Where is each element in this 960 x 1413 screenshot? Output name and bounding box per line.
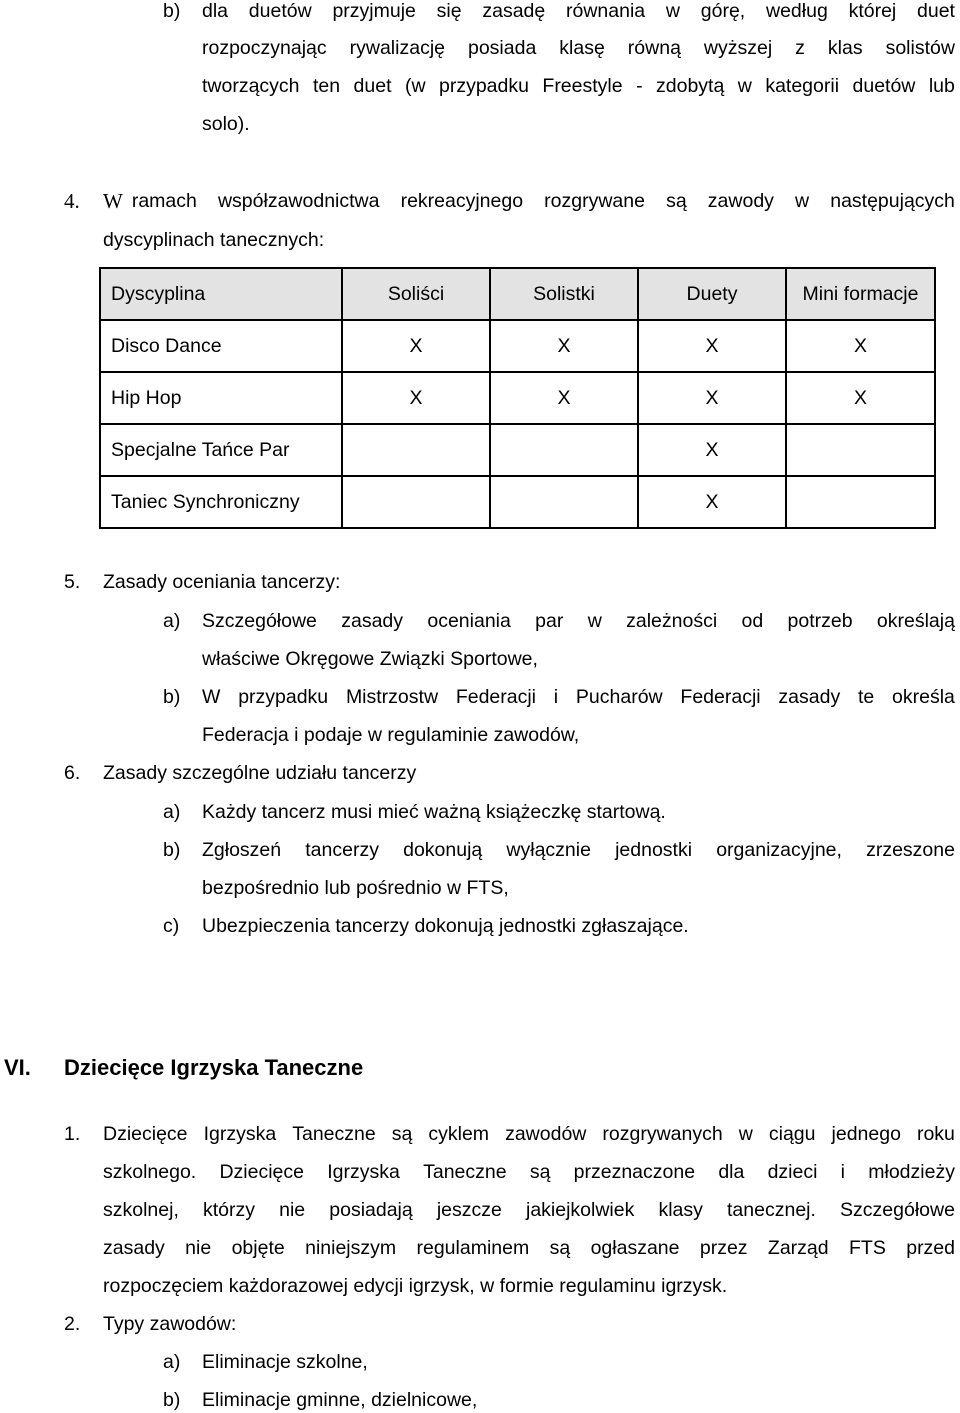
word: i: [840, 1161, 846, 1183]
word: od: [741, 610, 764, 632]
table-cell: [342, 424, 490, 476]
paragraph-line: solo).: [202, 113, 250, 135]
word: oceniania: [427, 610, 511, 632]
paragraph-line: [103, 1122, 955, 1146]
list-marker: a): [163, 1351, 181, 1373]
paragraph-line: [202, 74, 955, 98]
table-cell: [786, 476, 935, 528]
word: te: [857, 686, 875, 708]
table-cell: [490, 476, 638, 528]
word: Taneczne: [292, 1123, 376, 1145]
word: nie: [279, 1199, 306, 1221]
word: przypadku: [438, 75, 529, 97]
word: dla: [202, 0, 229, 22]
list-marker: b): [163, 0, 181, 22]
item-title: Zasady oceniania tancerzy:: [103, 571, 341, 593]
word: są: [666, 190, 687, 212]
word: objęte: [231, 1237, 285, 1259]
word: w: [737, 75, 752, 97]
table-cell: Hip Hop: [100, 372, 342, 424]
word: zasady: [341, 610, 404, 632]
word: zasady: [103, 1237, 165, 1259]
word: równą: [627, 37, 681, 59]
word: Szczegółowe: [840, 1199, 955, 1221]
table-cell: Specjalne Tańce Par: [100, 424, 342, 476]
word: tanecznej.: [727, 1199, 816, 1221]
table-cell: [490, 424, 638, 476]
word: jednostki: [615, 839, 693, 861]
word: posiadają: [329, 1199, 413, 1221]
word: Taneczne: [423, 1161, 507, 1183]
item-title: Zasady szczególne udziału tancerzy: [103, 762, 417, 784]
table-cell: X: [490, 320, 638, 372]
table-cell: X: [638, 424, 786, 476]
item-number: 6.: [64, 762, 81, 784]
word: duet: [353, 75, 392, 97]
word: określa: [892, 686, 955, 708]
paragraph-line: [202, 685, 955, 709]
word: Dziecięce: [219, 1161, 305, 1183]
table-cell: [342, 476, 490, 528]
paragraph-line: [202, 838, 955, 862]
word: tworzących: [202, 75, 300, 97]
word: określają: [876, 610, 955, 632]
word: w: [795, 190, 810, 212]
paragraph-line: [202, 36, 955, 60]
word: w: [665, 0, 681, 22]
word: Dziecięce: [103, 1123, 188, 1145]
word: współzawodnictwa: [217, 190, 380, 212]
word: szkolnej,: [103, 1199, 179, 1221]
word: niniejszym: [305, 1237, 397, 1259]
word: zdobytą: [656, 75, 725, 97]
paragraph-line: dyscyplinach tanecznych:: [103, 229, 325, 251]
word: szkolnego.: [103, 1161, 197, 1183]
table-cell: X: [786, 320, 935, 372]
word: dzieci: [767, 1161, 818, 1183]
word: Pucharów: [575, 686, 663, 708]
word: Federacji: [680, 686, 761, 708]
word: roku: [916, 1123, 955, 1145]
word: są: [391, 1123, 413, 1145]
paragraph-line: [103, 1198, 955, 1222]
word: rekreacyjnego: [400, 190, 524, 212]
table-header-cell: Solistki: [490, 268, 638, 320]
word: Szczegółowe: [202, 610, 317, 632]
word: Igrzyska: [327, 1161, 400, 1183]
word: Mistrzostw: [345, 686, 439, 708]
word: jednego: [831, 1123, 901, 1145]
word: się: [436, 0, 462, 22]
word: są: [529, 1161, 551, 1183]
word: przeznaczone: [573, 1161, 696, 1183]
disciplines-table: [99, 267, 936, 529]
paragraph-line: Każdy tancerz musi mieć ważną książeczkę startową.: [202, 801, 666, 823]
paragraph-line: [202, 0, 955, 23]
word: lub: [928, 75, 955, 97]
word: zawody: [707, 190, 774, 212]
table-row: [100, 372, 935, 424]
list-marker: a): [163, 610, 181, 632]
paragraph-line: [202, 609, 955, 633]
table-cell: X: [638, 476, 786, 528]
item-title: Typy zawodów:: [103, 1313, 237, 1335]
word: -: [636, 75, 643, 97]
word: ramach: [131, 190, 197, 212]
item-number: 5.: [64, 571, 81, 593]
word: duetów: [852, 75, 916, 97]
table-header-cell: Duety: [638, 268, 786, 320]
word: potrzeb: [787, 610, 853, 632]
word: cyklem: [428, 1123, 490, 1145]
word: klas: [827, 37, 863, 59]
table-cell: Taniec Synchroniczny: [100, 476, 342, 528]
table-header-cell: Soliści: [342, 268, 490, 320]
word: według: [766, 0, 828, 22]
word: zasady: [778, 686, 841, 708]
word: którzy: [202, 1199, 255, 1221]
table-row: [100, 320, 935, 372]
word: następujących: [830, 190, 955, 212]
table-cell: X: [638, 320, 786, 372]
paragraph-line: [103, 189, 955, 213]
paragraph-line: Eliminacje gminne, dzielnicowe,: [202, 1389, 478, 1411]
word: solistów: [885, 37, 955, 59]
word: duet: [917, 0, 955, 22]
word: par: [535, 610, 564, 632]
table-cell: [786, 424, 935, 476]
word: posiada: [467, 37, 537, 59]
word: kategorii: [765, 75, 840, 97]
word: regulaminem: [416, 1237, 530, 1259]
word: dla: [718, 1161, 745, 1183]
table-cell: X: [638, 372, 786, 424]
item-number: 4.: [64, 189, 80, 213]
word: przypadku: [238, 686, 329, 708]
word: wyższej: [703, 37, 773, 59]
word: jeszcze: [436, 1199, 502, 1221]
section-numeral: VI.: [4, 1055, 31, 1080]
word: W: [202, 686, 221, 708]
section-title: Dziecięce Igrzyska Taneczne: [64, 1055, 364, 1080]
paragraph-line: Ubezpieczenia tancerzy dokonują jednostki zgłaszające.: [202, 915, 689, 937]
list-marker: b): [163, 839, 181, 861]
word: są: [549, 1237, 571, 1259]
list-marker: c): [163, 915, 180, 937]
paragraph-line: Federacja i podaje w regulaminie zawodów,: [202, 724, 580, 746]
word: górę,: [700, 0, 746, 22]
word: w: [738, 1123, 753, 1145]
word: klasę: [559, 37, 605, 59]
word: Zarząd: [767, 1237, 829, 1259]
table-cell: X: [786, 372, 935, 424]
word: ogłaszane: [590, 1237, 680, 1259]
word: tancerzy: [305, 839, 379, 861]
table-cell: Disco Dance: [100, 320, 342, 372]
word: FTS: [849, 1237, 886, 1259]
table-header-cell: Dyscyplina: [100, 268, 342, 320]
paragraph-line: rozpoczęciem każdorazowej edycji igrzysk, w formie regulaminu igrzysk.: [103, 1275, 728, 1297]
word: ciągu: [768, 1123, 816, 1145]
table-header-row: [100, 268, 935, 320]
list-marker: b): [163, 1389, 181, 1411]
word: duetów: [248, 0, 312, 22]
word: rozgrywanych: [602, 1123, 723, 1145]
paragraph-line: bezpośrednio lub pośrednio w FTS,: [202, 877, 509, 899]
word: wyłącznie: [506, 839, 591, 861]
word: Federacji: [455, 686, 537, 708]
word: i: [553, 686, 559, 708]
word: której: [848, 0, 897, 22]
word: zawodów: [505, 1123, 587, 1145]
word: rozgrywane: [544, 190, 645, 212]
item-number: 2.: [64, 1313, 81, 1335]
lead-letter: W: [103, 189, 123, 213]
table-header-cell: Mini formacje: [786, 268, 935, 320]
word: w: [587, 610, 602, 632]
word: Zgłoszeń: [202, 839, 282, 861]
word: przez: [699, 1237, 748, 1259]
table-cell: X: [490, 372, 638, 424]
word: z: [795, 37, 805, 59]
word: rozpoczynając: [202, 37, 327, 59]
paragraph-words: [132, 189, 955, 213]
item-number: 1.: [64, 1123, 81, 1145]
list-marker: a): [163, 801, 181, 823]
word: Freestyle: [542, 75, 623, 97]
word: jakiejkolwiek: [525, 1199, 635, 1221]
table-row: [100, 476, 935, 528]
word: rywalizację: [349, 37, 445, 59]
word: młodzieży: [868, 1161, 955, 1183]
word: zasadę: [482, 0, 546, 22]
word: zależności: [626, 610, 718, 632]
paragraph-line: właściwe Okręgowe Związki Sportowe,: [202, 648, 538, 670]
word: dokonują: [403, 839, 483, 861]
table-row: [100, 424, 935, 476]
word: klasy: [658, 1199, 703, 1221]
word: przyjmuje: [332, 0, 416, 22]
word: organizacyjne,: [716, 839, 842, 861]
word: (w: [404, 75, 426, 97]
paragraph-line: [103, 1160, 955, 1184]
table-cell: X: [342, 372, 490, 424]
word: ten: [312, 75, 341, 97]
word: równania: [566, 0, 646, 22]
table-cell: X: [342, 320, 490, 372]
paragraph-line: Eliminacje szkolne,: [202, 1351, 368, 1373]
word: nie: [185, 1237, 212, 1259]
word: przed: [906, 1237, 955, 1259]
paragraph-line: [103, 1236, 955, 1260]
word: Igrzyska: [203, 1123, 277, 1145]
word: zrzeszone: [866, 839, 955, 861]
list-marker: b): [163, 686, 181, 708]
